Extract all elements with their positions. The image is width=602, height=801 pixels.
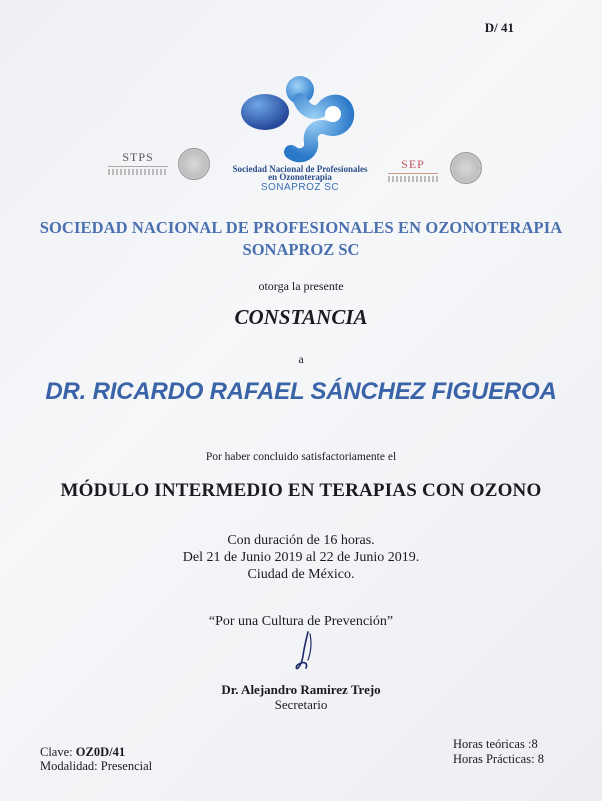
sep-rule: [388, 173, 438, 174]
footer-left: [40, 745, 152, 773]
footer-right: [453, 737, 544, 767]
signature-icon: [286, 630, 326, 675]
modalidad-value: Presencial: [100, 759, 153, 773]
mexico-seal-icon: [450, 152, 482, 184]
stps-label: STPS: [122, 150, 154, 164]
stps-subtitle-lines: [108, 169, 168, 175]
clave-row: [40, 745, 152, 759]
logo-org-line2: en Ozonoterapia: [268, 172, 332, 182]
clave-value: OZ0D/41: [75, 745, 126, 759]
sep-subtitle-lines: [388, 176, 438, 182]
horas-practicas: Horas Prácticas: 8: [453, 752, 544, 766]
folio-number: D/ 41: [484, 20, 514, 35]
to-word: a: [298, 352, 304, 366]
logo-org-line1: Sociedad Nacional de Profesionales: [232, 164, 368, 174]
motto: “Por una Cultura de Prevención”: [208, 614, 394, 629]
sep-label: SEP: [401, 157, 425, 171]
granting-text: otorga la presente: [258, 279, 344, 293]
modalidad-label: Modalidad:: [40, 759, 101, 773]
signatory-name: Dr. Alejandro Ramirez Trejo: [221, 682, 381, 697]
modalidad-row: [40, 759, 152, 773]
society-name: SOCIEDAD NACIONAL DE PROFESIONALES EN OZONOTERAPIA: [39, 218, 563, 237]
stps-rule: [108, 166, 168, 167]
course-city: Ciudad de México.: [247, 567, 355, 582]
signatory-title: Secretario: [274, 697, 328, 712]
course-dates: Del 21 de Junio 2019 al 22 de Junio 2019.: [182, 550, 420, 565]
recipient-name: DR. RICARDO RAFAEL SÁNCHEZ FIGUEROA: [45, 378, 557, 405]
logo-org-short: SONAPROZ SC: [260, 182, 340, 193]
sep-logo: [388, 157, 438, 182]
document-type: CONSTANCIA: [234, 305, 368, 329]
horas-teoricas: Horas teóricas :8: [453, 737, 538, 751]
clave-label: Clave:: [40, 745, 76, 759]
completion-text: Por haber concluido satisfactoriamente el: [205, 451, 397, 463]
course-duration: Con duración de 16 horas.: [227, 533, 375, 548]
course-title: MÓDULO INTERMEDIO EN TERAPIAS CON OZONO: [60, 480, 542, 501]
stps-logo: [108, 150, 168, 175]
society-short-name: SONAPROZ SC: [242, 240, 360, 259]
